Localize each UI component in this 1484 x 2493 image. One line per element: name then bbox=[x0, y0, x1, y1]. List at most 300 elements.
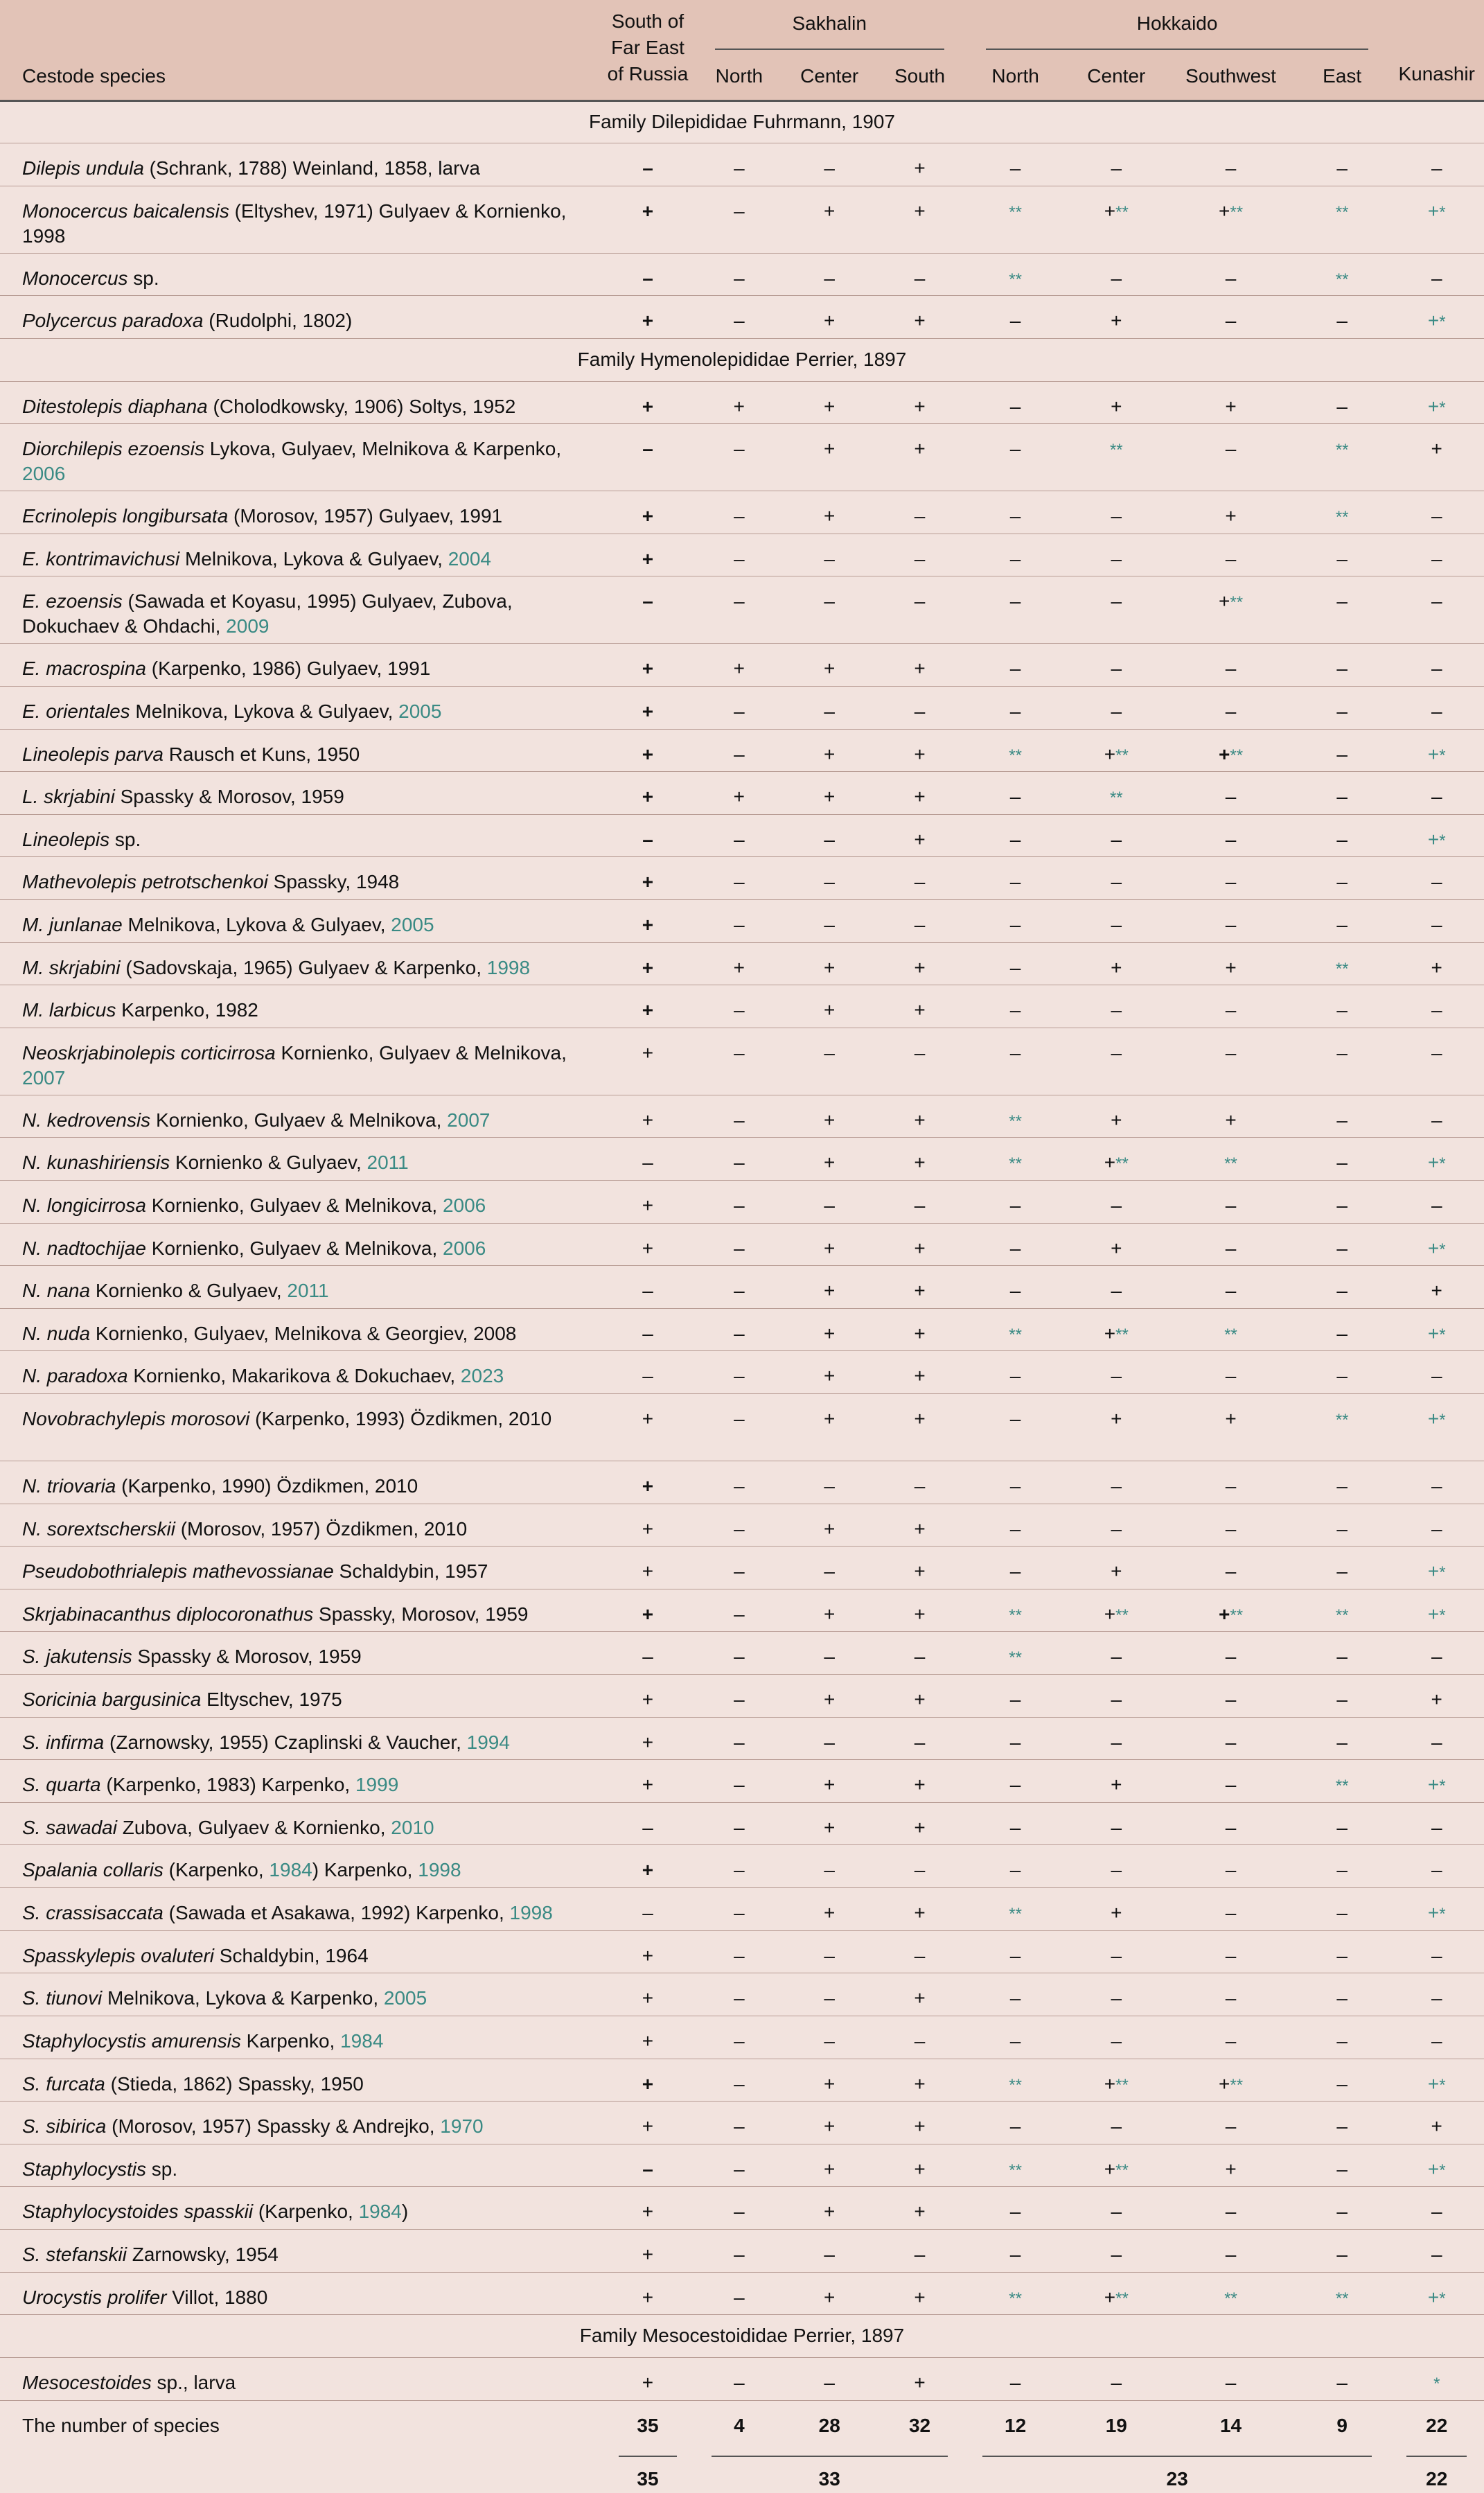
presence-cell bbox=[965, 1028, 1066, 1095]
species-italic: Diorchilepis ezoensis bbox=[22, 438, 205, 460]
presence-mark: – bbox=[914, 1041, 926, 1064]
presence-mark: + bbox=[824, 438, 836, 460]
presence-mark: + bbox=[1427, 2158, 1440, 2180]
presence-cell bbox=[1389, 1180, 1484, 1223]
presence-mark: – bbox=[914, 871, 926, 893]
presence-mark: + bbox=[1111, 1902, 1122, 1924]
presence-cell bbox=[601, 1888, 694, 1931]
presence-cell bbox=[1066, 1223, 1167, 1266]
presence-cell bbox=[601, 1717, 694, 1760]
presence-cell bbox=[601, 491, 694, 534]
presence-mark: + bbox=[1427, 1603, 1440, 1625]
presence-cell bbox=[601, 1223, 694, 1266]
presence-cell bbox=[1389, 186, 1484, 253]
presence-cell bbox=[601, 424, 694, 491]
species-italic: Monocercus baicalensis bbox=[22, 200, 229, 222]
presence-cell bbox=[965, 644, 1066, 687]
presence-mark: + bbox=[642, 2201, 654, 2223]
record-mark: ** bbox=[1224, 2289, 1237, 2308]
species-italic: M. skrjabini bbox=[22, 956, 121, 978]
presence-mark: – bbox=[1009, 913, 1021, 935]
presence-cell bbox=[694, 534, 784, 576]
presence-cell bbox=[601, 2144, 694, 2187]
presence-cell bbox=[1066, 857, 1167, 900]
presence-cell bbox=[965, 2144, 1066, 2187]
species-name bbox=[0, 686, 601, 729]
presence-cell bbox=[1167, 2357, 1295, 2400]
presence-cell bbox=[784, 1632, 874, 1675]
species-italic: E. kontrimavichusi bbox=[22, 547, 180, 570]
record-mark: * bbox=[1439, 1240, 1446, 1259]
presence-mark: – bbox=[734, 267, 745, 289]
presence-mark: – bbox=[1111, 1365, 1122, 1387]
record-mark: ** bbox=[1230, 202, 1244, 222]
presence-cell bbox=[1066, 1845, 1167, 1888]
presence-cell bbox=[694, 857, 784, 900]
presence-cell bbox=[1167, 942, 1295, 985]
presence-cell bbox=[1295, 1930, 1390, 1973]
presence-mark: + bbox=[824, 1152, 836, 1174]
presence-mark: – bbox=[914, 2029, 926, 2052]
presence-cell bbox=[601, 1180, 694, 1223]
presence-mark: + bbox=[914, 1517, 926, 1540]
presence-cell bbox=[601, 1504, 694, 1547]
presence-mark: – bbox=[1336, 1517, 1348, 1540]
presence-cell bbox=[1389, 2059, 1484, 2102]
presence-mark: – bbox=[824, 1194, 835, 1216]
presence-cell bbox=[1167, 1308, 1295, 1351]
species-italic: Spalania collaris bbox=[22, 1859, 164, 1881]
species-name bbox=[0, 1223, 601, 1266]
species-italic: S. furcata bbox=[22, 2072, 105, 2095]
species-name bbox=[0, 1802, 601, 1845]
presence-cell bbox=[694, 942, 784, 985]
presence-mark: – bbox=[1111, 1194, 1122, 1216]
presence-mark: – bbox=[734, 2201, 745, 2223]
presence-cell bbox=[694, 1095, 784, 1138]
hokkaido-label: Hokkaido bbox=[1136, 12, 1218, 34]
presence-cell bbox=[601, 1845, 694, 1888]
presence-cell bbox=[965, 1717, 1066, 1760]
presence-cell bbox=[1295, 491, 1390, 534]
record-mark: ** bbox=[1115, 2075, 1129, 2095]
authority-text: (Karpenko, 1993) Özdikmen, 2010 bbox=[249, 1408, 552, 1429]
species-italic: Polycercus paradoxa bbox=[22, 310, 204, 332]
presence-mark: + bbox=[914, 2286, 926, 2308]
presence-cell bbox=[784, 1461, 874, 1504]
presence-mark: + bbox=[914, 1603, 926, 1625]
species-italic: Pseudobothrialepis mathevossianae bbox=[22, 1560, 334, 1583]
species-name bbox=[0, 814, 601, 857]
presence-cell bbox=[1295, 1717, 1390, 1760]
presence-mark: + bbox=[1104, 200, 1116, 222]
species-count-value: 35 bbox=[601, 2401, 694, 2444]
presence-mark: + bbox=[1225, 395, 1237, 417]
presence-mark: – bbox=[1009, 1408, 1021, 1429]
table-row bbox=[0, 1351, 1484, 1394]
presence-cell bbox=[1389, 1845, 1484, 1888]
presence-cell bbox=[1066, 772, 1167, 815]
record-mark: ** bbox=[1009, 2075, 1022, 2095]
presence-mark: – bbox=[1336, 1859, 1348, 1881]
presence-mark: + bbox=[642, 1517, 654, 1540]
presence-cell bbox=[1066, 899, 1167, 942]
presence-mark: – bbox=[1225, 1646, 1237, 1668]
record-mark: * bbox=[1439, 202, 1446, 222]
presence-mark: – bbox=[1431, 1944, 1442, 1966]
family-label: Family Hymenolepididae Perrier, 1897 bbox=[0, 338, 1484, 381]
presence-mark: – bbox=[1111, 1474, 1122, 1497]
presence-mark: – bbox=[734, 157, 745, 179]
presence-cell bbox=[1389, 2229, 1484, 2272]
presence-mark: + bbox=[642, 1474, 654, 1497]
table-header bbox=[0, 0, 1484, 100]
presence-mark: + bbox=[1427, 200, 1440, 222]
presence-cell bbox=[874, 942, 964, 985]
presence-cell bbox=[874, 2016, 964, 2059]
presence-cell bbox=[1167, 2016, 1295, 2059]
record-mark: ** bbox=[1115, 1154, 1129, 1174]
presence-cell bbox=[1389, 381, 1484, 424]
presence-mark: + bbox=[642, 658, 654, 680]
presence-cell bbox=[874, 1266, 964, 1309]
presence-mark: – bbox=[1111, 658, 1122, 680]
presence-cell bbox=[784, 1138, 874, 1181]
presence-mark: – bbox=[734, 1987, 745, 2009]
presence-cell bbox=[784, 186, 874, 253]
presence-mark: – bbox=[1431, 1859, 1442, 1881]
presence-mark: – bbox=[1009, 956, 1021, 978]
presence-mark: – bbox=[1336, 1280, 1348, 1302]
table-row bbox=[0, 143, 1484, 186]
presence-mark: – bbox=[1111, 1517, 1122, 1540]
species-name bbox=[0, 2016, 601, 2059]
table-row bbox=[0, 2144, 1484, 2187]
presence-cell bbox=[784, 2357, 874, 2400]
presence-cell bbox=[1389, 424, 1484, 491]
presence-cell bbox=[1066, 296, 1167, 339]
presence-cell bbox=[694, 899, 784, 942]
presence-mark: – bbox=[1009, 1731, 1021, 1753]
presence-mark: – bbox=[914, 1731, 926, 1753]
species-name bbox=[0, 1095, 601, 1138]
species-italic: Ecrinolepis longibursata bbox=[22, 505, 229, 527]
authority-text: Eltyschev, 1975 bbox=[201, 1689, 342, 1711]
presence-cell bbox=[1066, 1351, 1167, 1394]
species-name bbox=[0, 1394, 601, 1461]
presence-mark: + bbox=[1219, 200, 1230, 222]
presence-mark: – bbox=[1225, 1365, 1237, 1387]
species-italic: M. junlanae bbox=[22, 913, 123, 935]
presence-mark: – bbox=[1009, 1517, 1021, 1540]
presence-cell bbox=[874, 857, 964, 900]
species-italic: S. tiunovi bbox=[22, 1987, 103, 2009]
presence-cell bbox=[1167, 1028, 1295, 1095]
species-count-value: 9 bbox=[1295, 2401, 1390, 2444]
presence-mark: – bbox=[1111, 828, 1122, 850]
presence-cell bbox=[601, 1266, 694, 1309]
citation-year: 2011 bbox=[366, 1152, 409, 1174]
presence-cell bbox=[1167, 1888, 1295, 1931]
presence-cell bbox=[1167, 424, 1295, 491]
presence-cell bbox=[1389, 2357, 1484, 2400]
presence-cell bbox=[1389, 2102, 1484, 2144]
presence-cell bbox=[1389, 253, 1484, 296]
presence-mark: – bbox=[1431, 267, 1442, 289]
species-name bbox=[0, 1888, 601, 1931]
species-name bbox=[0, 381, 601, 424]
presence-cell bbox=[1295, 2144, 1390, 2187]
presence-cell bbox=[1389, 1138, 1484, 1181]
presence-mark: – bbox=[1336, 1194, 1348, 1216]
presence-cell bbox=[694, 1461, 784, 1504]
presence-cell bbox=[965, 534, 1066, 576]
species-italic: S. infirma bbox=[22, 1731, 105, 1753]
presence-cell bbox=[601, 296, 694, 339]
presence-mark: + bbox=[642, 2371, 654, 2393]
presence-mark: + bbox=[1111, 1109, 1122, 1131]
presence-mark: – bbox=[1009, 590, 1021, 613]
presence-cell bbox=[874, 772, 964, 815]
table-row bbox=[0, 1675, 1484, 1718]
presence-mark: + bbox=[914, 310, 926, 332]
presence-mark: – bbox=[1336, 1322, 1348, 1344]
sakhalin-center-header: Center bbox=[784, 50, 874, 100]
record-mark: ** bbox=[1109, 789, 1123, 808]
presence-mark: – bbox=[1225, 786, 1237, 808]
presence-cell bbox=[965, 1504, 1066, 1547]
presence-cell bbox=[1066, 576, 1167, 644]
presence-mark: – bbox=[914, 590, 926, 613]
presence-cell bbox=[601, 2272, 694, 2315]
presence-mark: – bbox=[1009, 828, 1021, 850]
presence-mark: + bbox=[642, 956, 654, 978]
presence-cell bbox=[874, 186, 964, 253]
presence-cell bbox=[694, 2102, 784, 2144]
presence-mark: + bbox=[1225, 1109, 1237, 1131]
species-name bbox=[0, 857, 601, 900]
presence-cell bbox=[874, 1802, 964, 1845]
authority-text: sp., larva bbox=[151, 2371, 236, 2393]
presence-mark: – bbox=[824, 1474, 835, 1497]
presence-mark: – bbox=[1225, 1816, 1237, 1838]
presence-cell bbox=[1066, 186, 1167, 253]
presence-mark: – bbox=[1225, 1774, 1237, 1796]
presence-cell bbox=[1389, 143, 1484, 186]
presence-mark: – bbox=[1225, 999, 1237, 1021]
species-italic: N. nuda bbox=[22, 1322, 91, 1344]
presence-mark: + bbox=[1427, 395, 1440, 417]
presence-cell bbox=[1389, 2272, 1484, 2315]
record-mark: ** bbox=[1335, 1777, 1349, 1796]
species-name bbox=[0, 424, 601, 491]
presence-cell bbox=[601, 729, 694, 772]
presence-mark: – bbox=[914, 1474, 926, 1497]
presence-mark: + bbox=[914, 1237, 926, 1259]
presence-mark: – bbox=[734, 547, 745, 570]
presence-cell bbox=[874, 1717, 964, 1760]
presence-mark: – bbox=[734, 1408, 745, 1429]
species-italic: N. paradoxa bbox=[22, 1365, 128, 1387]
presence-cell bbox=[965, 2357, 1066, 2400]
presence-mark: – bbox=[1111, 2115, 1122, 2138]
presence-cell bbox=[1389, 686, 1484, 729]
presence-cell bbox=[1167, 1138, 1295, 1181]
presence-mark: + bbox=[1427, 1322, 1440, 1344]
presence-mark: – bbox=[1225, 267, 1237, 289]
presence-mark: – bbox=[1111, 1859, 1122, 1881]
presence-mark: – bbox=[1225, 1689, 1237, 1711]
presence-mark: + bbox=[642, 505, 654, 527]
authority-text: Kornienko, Gulyaev & Melnikova, bbox=[275, 1041, 567, 1064]
presence-cell bbox=[965, 985, 1066, 1028]
presence-cell bbox=[601, 2102, 694, 2144]
presence-cell bbox=[874, 814, 964, 857]
presence-mark: + bbox=[1219, 590, 1230, 613]
presence-mark: + bbox=[824, 1280, 836, 1302]
species-total-row bbox=[0, 2443, 1484, 2493]
presence-mark: – bbox=[1111, 2371, 1122, 2393]
presence-cell bbox=[1295, 296, 1390, 339]
presence-cell bbox=[1066, 1802, 1167, 1845]
table-row bbox=[0, 772, 1484, 815]
presence-mark: + bbox=[642, 871, 654, 893]
presence-cell bbox=[1066, 1888, 1167, 1931]
presence-cell bbox=[694, 2229, 784, 2272]
species-italic: Mesocestoides bbox=[22, 2371, 152, 2393]
presence-mark: + bbox=[1104, 1152, 1116, 1174]
presence-cell bbox=[1389, 1394, 1484, 1461]
family-row bbox=[0, 100, 1484, 143]
record-mark: ** bbox=[1009, 1154, 1022, 1174]
table-row bbox=[0, 1461, 1484, 1504]
presence-cell bbox=[1066, 1266, 1167, 1309]
table-row bbox=[0, 534, 1484, 576]
presence-cell bbox=[694, 1589, 784, 1632]
presence-cell bbox=[1389, 729, 1484, 772]
authority-text: Villot, 1880 bbox=[166, 2286, 268, 2308]
record-mark: * bbox=[1439, 1325, 1446, 1344]
presence-cell bbox=[965, 2229, 1066, 2272]
presence-cell bbox=[1389, 2016, 1484, 2059]
presence-cell bbox=[965, 2102, 1066, 2144]
presence-cell bbox=[694, 1760, 784, 1803]
species-count-value: 14 bbox=[1167, 2401, 1295, 2444]
species-name bbox=[0, 1717, 601, 1760]
table-row bbox=[0, 2059, 1484, 2102]
record-mark: ** bbox=[1009, 202, 1022, 222]
presence-cell bbox=[1295, 814, 1390, 857]
presence-cell bbox=[1389, 772, 1484, 815]
presence-cell bbox=[1167, 686, 1295, 729]
presence-mark: + bbox=[914, 1365, 926, 1387]
species-italic: Novobrachylepis morosovi bbox=[22, 1408, 250, 1429]
presence-mark: – bbox=[824, 1944, 835, 1966]
presence-mark: – bbox=[1009, 1474, 1021, 1497]
table-row bbox=[0, 1760, 1484, 1803]
presence-cell bbox=[1295, 772, 1390, 815]
presence-cell bbox=[784, 1845, 874, 1888]
presence-cell bbox=[601, 942, 694, 985]
presence-mark: + bbox=[914, 2201, 926, 2223]
presence-mark: – bbox=[1431, 157, 1442, 179]
presence-mark: + bbox=[824, 999, 836, 1021]
presence-cell bbox=[1066, 686, 1167, 729]
presence-cell bbox=[874, 1180, 964, 1223]
record-mark: ** bbox=[1335, 508, 1349, 527]
presence-cell bbox=[601, 2059, 694, 2102]
presence-mark: – bbox=[1111, 1689, 1122, 1711]
record-mark: ** bbox=[1009, 2160, 1022, 2180]
authority-text: Spassky, 1948 bbox=[267, 871, 400, 893]
presence-mark: – bbox=[824, 2371, 835, 2393]
presence-mark: – bbox=[824, 1646, 835, 1668]
presence-mark: – bbox=[734, 1560, 745, 1583]
presence-cell bbox=[1295, 1845, 1390, 1888]
presence-cell bbox=[1167, 1351, 1295, 1394]
presence-cell bbox=[965, 772, 1066, 815]
presence-cell bbox=[1167, 534, 1295, 576]
presence-cell bbox=[874, 1760, 964, 1803]
record-mark: * bbox=[1439, 2075, 1446, 2095]
authority-text: (Eltyshev, 1971) Gulyaev & Kornienko, 1998 bbox=[22, 200, 567, 247]
presence-mark: – bbox=[1336, 547, 1348, 570]
presence-mark: – bbox=[824, 2029, 835, 2052]
presence-cell bbox=[784, 143, 874, 186]
table-row bbox=[0, 186, 1484, 253]
presence-cell bbox=[1389, 814, 1484, 857]
presence-cell bbox=[874, 1547, 964, 1589]
presence-mark: – bbox=[1225, 2115, 1237, 2138]
presence-cell bbox=[784, 1180, 874, 1223]
presence-cell bbox=[784, 1760, 874, 1803]
presence-cell bbox=[1295, 1266, 1390, 1309]
presence-cell bbox=[965, 1760, 1066, 1803]
record-mark: * bbox=[1439, 2289, 1446, 2308]
presence-cell bbox=[694, 1223, 784, 1266]
presence-cell bbox=[874, 1308, 964, 1351]
presence-mark: – bbox=[1336, 1237, 1348, 1259]
presence-cell bbox=[784, 2016, 874, 2059]
species-count-value: 19 bbox=[1066, 2401, 1167, 2444]
presence-mark: – bbox=[734, 1731, 745, 1753]
presence-cell bbox=[1066, 814, 1167, 857]
presence-mark: – bbox=[1225, 700, 1237, 722]
presence-cell bbox=[1167, 1632, 1295, 1675]
presence-mark: – bbox=[734, 1237, 745, 1259]
presence-cell bbox=[1389, 576, 1484, 644]
presence-mark: – bbox=[1336, 700, 1348, 722]
presence-mark: – bbox=[734, 871, 745, 893]
species-italic: E. orientales bbox=[22, 700, 130, 722]
presence-cell bbox=[1066, 424, 1167, 491]
presence-mark: – bbox=[1009, 310, 1021, 332]
presence-cell bbox=[1389, 1351, 1484, 1394]
species-italic: S. jakutensis bbox=[22, 1646, 132, 1668]
presence-cell bbox=[1295, 2102, 1390, 2144]
presence-cell bbox=[1066, 985, 1167, 1028]
presence-cell bbox=[1295, 381, 1390, 424]
presence-cell bbox=[784, 985, 874, 1028]
presence-cell bbox=[784, 534, 874, 576]
presence-mark: – bbox=[1336, 1646, 1348, 1668]
presence-cell bbox=[1295, 644, 1390, 687]
presence-cell bbox=[1295, 1461, 1390, 1504]
presence-mark: – bbox=[824, 2243, 835, 2265]
presence-mark: + bbox=[824, 658, 836, 680]
record-mark: ** bbox=[1230, 746, 1244, 765]
presence-cell bbox=[874, 1223, 964, 1266]
